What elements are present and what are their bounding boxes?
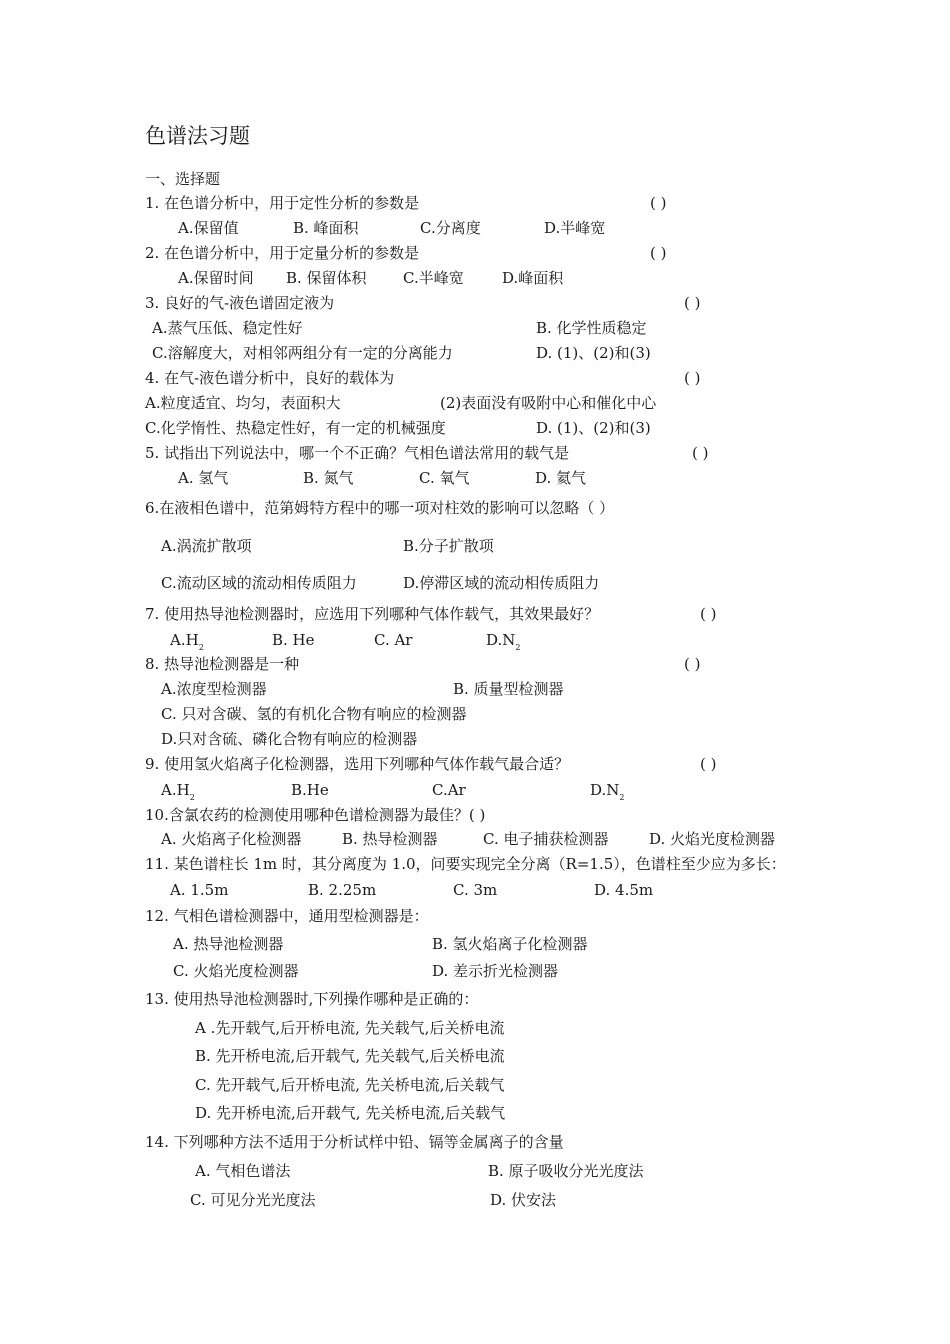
q4-answer-blank: ( ) (684, 369, 701, 387)
q11-option-b: B. 2.25m (308, 881, 377, 899)
q5-answer-blank: ( ) (692, 444, 709, 462)
q10-option-c: C. 电子捕获检测器 (483, 830, 609, 848)
q2-option-b: B. 保留体积 (286, 269, 367, 287)
q2-answer-blank: ( ) (650, 244, 667, 262)
q6-option-a: A.涡流扩散项 (161, 537, 252, 555)
page-title: 色谱法习题 (145, 124, 250, 148)
q13-option-c: C. 先开载气,后开桥电流, 先关桥电流,后关载气 (195, 1076, 505, 1094)
q4-option-c: C.化学惰性、热稳定性好，有一定的机械强度 (145, 419, 446, 437)
q11-stem: 11. 某色谱柱长 1m 时，其分离度为 1.0，问要实现完全分离（R=1.5），色谱柱至少应为多长： (145, 855, 786, 873)
q13-option-a: A .先开载气,后开桥电流, 先关载气,后关桥电流 (195, 1019, 505, 1037)
q11-option-c: C. 3m (453, 881, 498, 899)
q3-option-c: C.溶解度大，对相邻两组分有一定的分离能力 (152, 344, 453, 362)
q13-stem: 13. 使用热导池检测器时,下列操作哪种是正确的： (145, 990, 479, 1008)
q1-option-c: C.分离度 (420, 219, 481, 237)
q10-option-a: A. 火焰离子化检测器 (161, 830, 302, 848)
q4-stem: 4. 在气-液色谱分析中，良好的载体为 (145, 369, 395, 387)
q14-option-d: D. 伏安法 (490, 1191, 557, 1209)
q6-option-d: D.停滞区域的流动相传质阻力 (403, 574, 600, 592)
q10-option-d: D. 火焰光度检测器 (649, 830, 776, 848)
q1-option-a: A.保留值 (178, 219, 239, 237)
q8-option-b: B. 质量型检测器 (453, 680, 564, 698)
q7-option-b: B. He (272, 631, 315, 649)
q9-option-a: $A.H_2$ (161, 781, 195, 802)
q14-option-b: B. 原子吸收分光光度法 (488, 1162, 644, 1180)
q12-option-b: B. 氢火焰离子化检测器 (432, 935, 588, 953)
q14-option-c: C. 可见分光光度法 (190, 1191, 316, 1209)
q7-stem: 7. 使用热导池检测器时，应选用下列哪种气体作载气，其效果最好？ (145, 605, 600, 623)
q5-stem: 5. 试指出下列说法中，哪一个不正确？气相色谱法常用的载气是 (145, 444, 570, 462)
q6-option-b: B.分子扩散项 (403, 537, 494, 555)
q9-stem: 9. 使用氢火焰离子化检测器，选用下列哪种气体作载气最合适？ (145, 755, 570, 773)
q4-option-d: D. (1)、(2)和(3) (536, 419, 651, 437)
q4-option-a: A.粒度适宜、均匀，表面积大 (145, 394, 341, 412)
q9-option-c: C.Ar (432, 781, 466, 799)
q12-option-c: C. 火焰光度检测器 (173, 962, 299, 980)
q5-option-d: D. 氦气 (535, 469, 587, 487)
q7-option-c: C. Ar (374, 631, 413, 649)
q12-option-d: D. 差示折光检测器 (432, 962, 559, 980)
q1-answer-blank: ( ) (650, 194, 667, 212)
q5-option-b: B. 氮气 (303, 469, 354, 487)
q8-option-a: A.浓度型检测器 (161, 680, 267, 698)
q12-option-a: A. 热导池检测器 (173, 935, 284, 953)
q1-option-d: D.半峰宽 (544, 219, 606, 237)
q1-option-b: B. 峰面积 (293, 219, 359, 237)
q14-option-a: A. 气相色谱法 (195, 1162, 291, 1180)
q13-option-d: D. 先开桥电流,后开载气, 先关桥电流,后关载气 (195, 1104, 506, 1122)
q3-option-d: D. (1)、(2)和(3) (536, 344, 651, 362)
q11-option-a: A. 1.5m (170, 881, 229, 899)
q10-stem: 10.含氯农药的检测使用哪种色谱检测器为最佳？( ) (145, 806, 486, 824)
q2-option-d: D.峰面积 (502, 269, 564, 287)
q2-stem: 2. 在色谱分析中，用于定量分析的参数是 (145, 244, 420, 262)
q10-option-b: B. 热导检测器 (342, 830, 438, 848)
q6-stem: 6.在液相色谱中，范第姆特方程中的哪一项对柱效的影响可以忽略（ ） (145, 499, 615, 517)
q6-option-c: C.流动区域的流动相传质阻力 (161, 574, 357, 592)
q8-stem: 8. 热导池检测器是一种 (145, 655, 300, 673)
q8-option-c: C. 只对含碳、氢的有机化合物有响应的检测器 (161, 705, 467, 723)
q9-answer-blank: ( ) (700, 755, 717, 773)
q14-stem: 14. 下列哪种方法不适用于分析试样中铅、镉等金属离子的含量 (145, 1133, 564, 1151)
q3-option-a: A.蒸气压低、稳定性好 (152, 319, 303, 337)
q7-option-a: $A.H_2$ (170, 631, 204, 652)
q13-option-b: B. 先开桥电流,后开载气, 先关载气,后关桥电流 (195, 1047, 505, 1065)
q9-option-d: $D.N_2$ (590, 781, 625, 802)
q8-option-d: D.只对含硫、磷化合物有响应的检测器 (161, 730, 418, 748)
section-heading: 一、选择题 (145, 170, 221, 188)
q3-answer-blank: ( ) (684, 294, 701, 312)
q2-option-c: C.半峰宽 (403, 269, 464, 287)
q7-answer-blank: ( ) (700, 605, 717, 623)
q1-stem: 1. 在色谱分析中，用于定性分析的参数是 (145, 194, 420, 212)
q11-option-d: D. 4.5m (594, 881, 654, 899)
q3-stem: 3. 良好的气-液色谱固定液为 (145, 294, 335, 312)
q8-answer-blank: ( ) (684, 655, 701, 673)
q3-option-b: B. 化学性质稳定 (536, 319, 647, 337)
q4-option-b: (2)表面没有吸附中心和催化中心 (440, 394, 657, 412)
q9-option-b: B.He (291, 781, 329, 799)
q5-option-a: A. 氢气 (178, 469, 229, 487)
q5-option-c: C. 氧气 (419, 469, 470, 487)
q2-option-a: A.保留时间 (178, 269, 254, 287)
q7-option-d: $D.N_2$ (486, 631, 521, 652)
q12-stem: 12. 气相色谱检测器中，通用型检测器是： (145, 907, 429, 925)
